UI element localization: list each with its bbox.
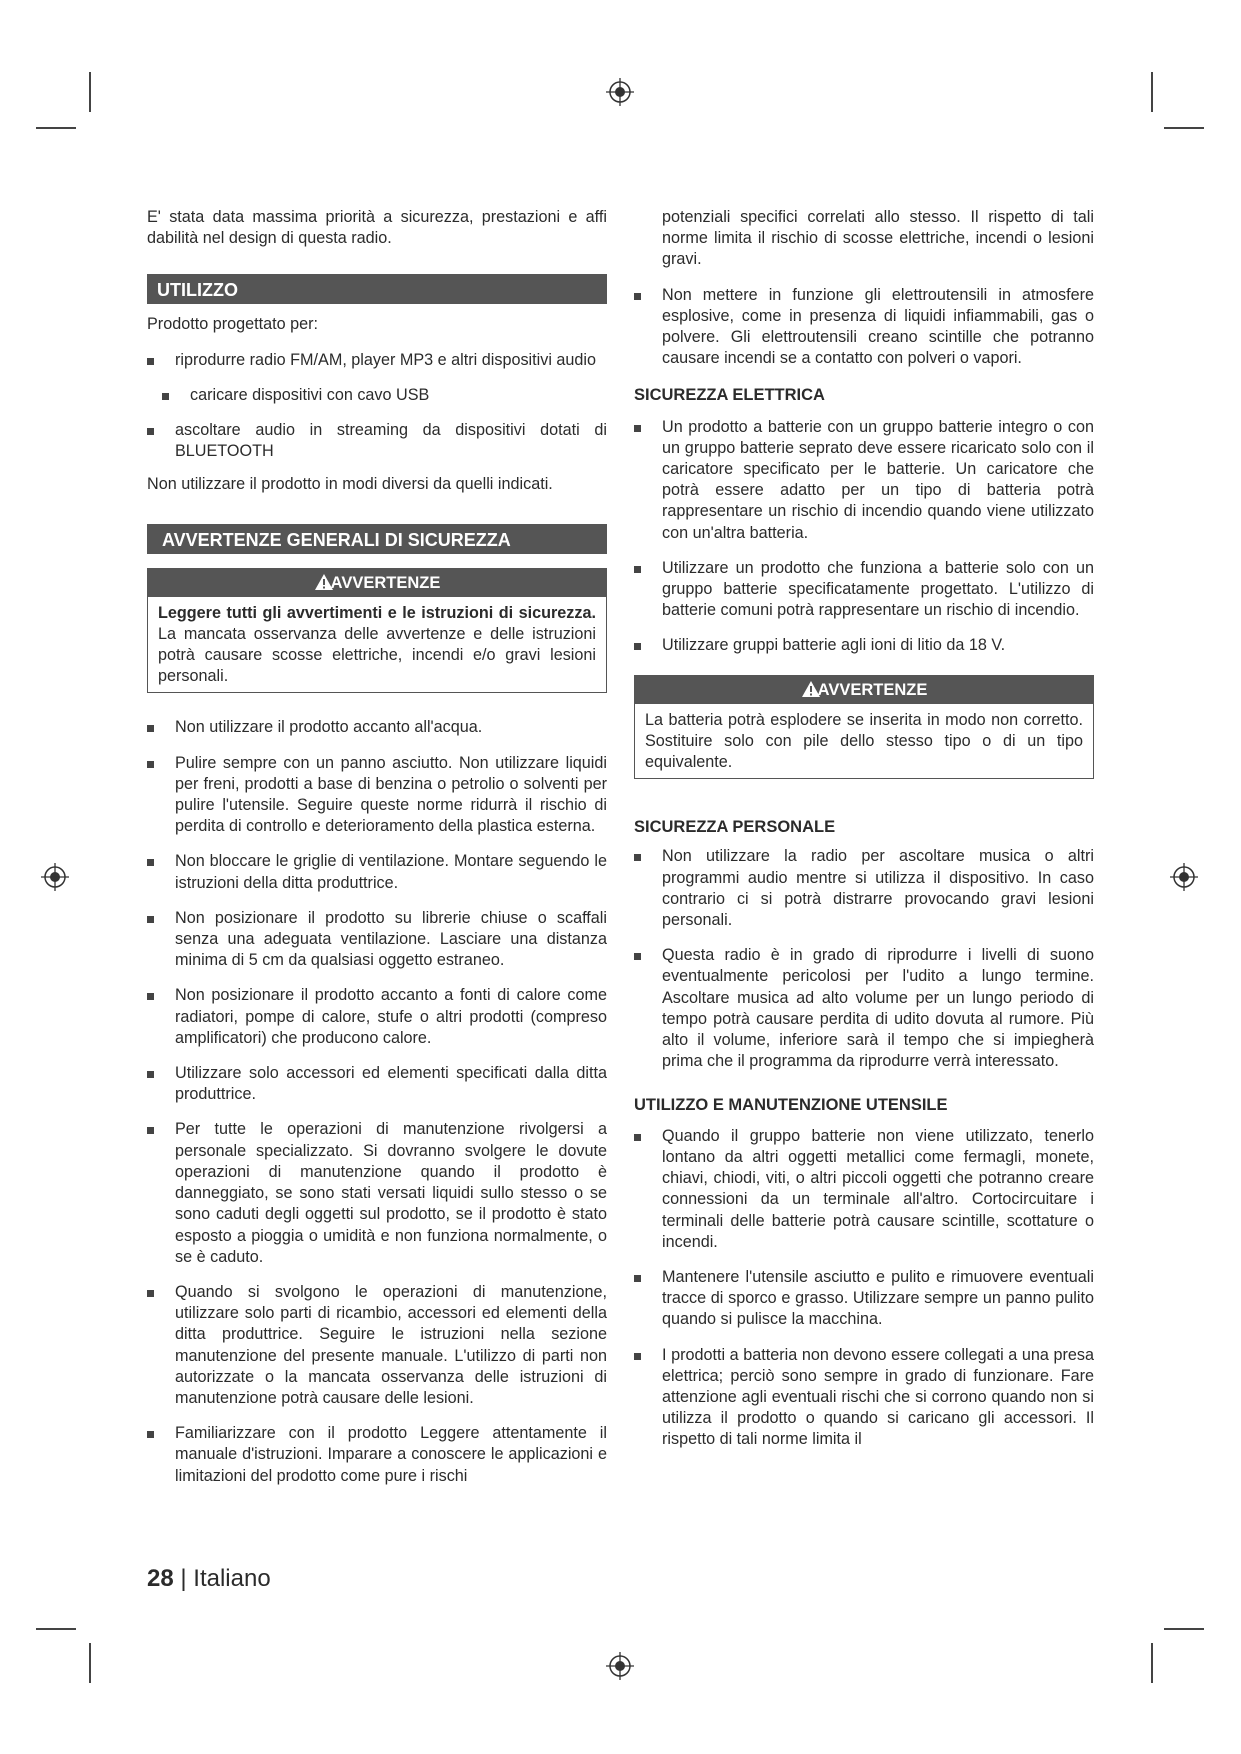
list-item: Non posizionare il prodotto accanto a fonti di calore come radiatori, pompe di calore, stufe o altri prodotti (compreso amplificatori) che producono calore. xyxy=(147,985,607,1049)
list-item: Utilizzare un prodotto che funziona a batterie solo con un gruppo batterie specificatamente progettato. L'utilizzo di batterie comuni potrà rappresentare un rischio di incendio. xyxy=(634,558,1094,622)
electrical-safety-list xyxy=(634,417,1094,657)
list-item: ascoltare audio in streaming da dispositivi dotati di BLUETOOTH xyxy=(147,420,607,462)
list-item: Quando il gruppo batterie non viene utilizzato, tenerlo lontano da altri oggetti metallici come fermagli, monete, chiavi, chiodi, viti, o altri piccoli oggetti che potranno creare connessioni da un terminale all'altro. Cortocircuitare i terminali delle batterie potrà causare scintille, scottature o incendi. xyxy=(634,1126,1094,1253)
list-item: riprodurre radio FM/AM, player MP3 e altri dispositivi audio xyxy=(147,350,607,371)
crop-mark xyxy=(89,72,91,112)
list-item: Pulire sempre con un panno asciutto. Non utilizzare liquidi per freni, prodotti a base di benzina o petrolio o solventi per pulire l'utensile. Seguire queste norme ridurrà il rischio di perdita di controllo e deterioramento della plastica esterna. xyxy=(147,753,607,838)
warning-header xyxy=(148,569,606,597)
list-item: Per tutte le operazioni di manutenzione rivolgersi a personale specializzato. Si dovranno svolgere le dovute operazioni di manutenzione quando il prodotto è danneggiato, se sono stati versati liquidi sullo stesso o se sono caduti degli oggetti sul prodotto, se il prodotto è stato esposto a pioggia o umidità e non funziona normalmente, o se è caduto. xyxy=(147,1119,607,1267)
warning-body: La batteria potrà esplodere se inserita in modo non corretto. Sostituire solo con pile dello stesso tipo o di un tipo equivalente. xyxy=(645,710,1083,772)
warning-bold-text: Leggere tutti gli avvertimenti e le istruzioni di sicurezza. xyxy=(158,603,596,622)
list-item: Utilizzare gruppi batterie agli ioni di litio da 18 V. xyxy=(634,635,1094,656)
list-item: Non utilizzare la radio per ascoltare musica o altri programmi audio mentre si utilizza il dispositivo. In caso contrario ci si potrà distrarre provocando gravi lesioni personali. xyxy=(634,846,1094,931)
utilizzo-lead: Prodotto progettato per: xyxy=(147,315,318,334)
list-item: Non bloccare le griglie di ventilazione. Montare seguendo le istruzioni della ditta produttrice. xyxy=(147,851,607,893)
list-item: Un prodotto a batterie con un gruppo batterie integro o con un gruppo batterie seprato deve essere ricaricato solo con il caricatore specificato per le batterie. Un caricatore che potrà essere adatto per un tipo di batteria potrà rappresentare un rischio di incendio quando viene utilizzato con un'altra batteria. xyxy=(634,417,1094,544)
registration-mark-icon xyxy=(605,77,635,107)
registration-mark-icon xyxy=(1169,862,1199,892)
subheading-electrical-safety: SICUREZZA ELETTRICA xyxy=(634,386,825,405)
registration-mark-icon xyxy=(40,862,70,892)
subheading-personal-safety: SICUREZZA PERSONALE xyxy=(634,818,836,837)
top-list xyxy=(634,285,1094,370)
right-column xyxy=(634,207,1094,1451)
list-item: Non utilizzare il prodotto accanto all'acqua. xyxy=(147,717,607,738)
subheading-maintenance: UTILIZZO E MANUTENZIONE UTENSILE xyxy=(634,1095,948,1114)
footer-separator: | xyxy=(180,1565,187,1592)
warning-header xyxy=(635,676,1093,704)
footer-language: Italiano xyxy=(193,1565,271,1592)
page-footer xyxy=(147,1565,271,1593)
warning-title: AVVERTENZE xyxy=(330,573,441,592)
list-item: Mantenere l'utensile asciutto e pulito e rimuovere eventuali tracce di sporco e grasso. Utilizzare sempre un panno pulito quando si pulisce la macchina. xyxy=(634,1267,1094,1331)
crop-mark xyxy=(36,127,76,129)
crop-mark xyxy=(1151,72,1153,112)
crop-mark xyxy=(1164,1628,1204,1630)
warning-title: AVVERTENZE xyxy=(817,680,928,699)
registration-mark-icon xyxy=(605,1651,635,1681)
crop-mark xyxy=(1164,127,1204,129)
left-column xyxy=(147,207,607,1487)
warning-text: La mancata osservanza delle avvertenze e delle istruzioni potrà causare scosse elettriche, incendi e/o gravi lesioni personali. xyxy=(158,624,596,686)
general-safety-list xyxy=(147,717,607,1486)
section-heading-general-safety: AVVERTENZE GENERALI DI SICUREZZA xyxy=(147,524,607,554)
crop-mark xyxy=(36,1628,76,1630)
list-item: Non mettere in funzione gli elettroutensili in atmosfere esplosive, come in presenza di liquidi infiammabili, gas o polvere. Gli elettroutensili creano scintille che potranno causare incendi se a contatto con polveri o vapori. xyxy=(634,285,1094,370)
maintenance-list xyxy=(634,1126,1094,1451)
list-item: caricare dispositivi con cavo USB xyxy=(147,385,607,406)
list-item: Utilizzare solo accessori ed elementi specificati dalla ditta produttrice. xyxy=(147,1063,607,1105)
crop-mark xyxy=(89,1643,91,1683)
list-item: Familiarizzare con il prodotto Leggere attentamente il manuale d'istruzioni. Imparare a conoscere le applicazioni e limitazioni del prodotto come pure i rischi xyxy=(147,1423,607,1487)
list-item: I prodotti a batteria non devono essere collegati a una presa elettrica; perciò sono sempre in grado di funzionare. Fare attenzione agli eventuali rischi che si corrono quando non si utilizza il prodotto o quando si caricano gli accessori. Il rispetto di tali norme limita il xyxy=(634,1345,1094,1451)
list-item: Questa radio è in grado di riprodurre i livelli di suono eventualmente pericolosi per l'udito a lungo termine. Ascoltare musica ad alto volume per un lungo periodo di tempo potrà causare perdita di udito dovuta al rumore. Più alto il volume, inferiore sarà il tempo che si impiegherà prima che il programma da riprodurre verrà interessato. xyxy=(634,945,1094,1072)
list-item: Non posizionare il prodotto su librerie chiuse o scaffali senza una adeguata ventilazione. Lasciare una distanza minima di 5 cm da qualsiasi oggetto estraneo. xyxy=(147,908,607,972)
intro-paragraph: E' stata data massima priorità a sicurezza, prestazioni e affi dabilità nel design di questa radio. xyxy=(147,208,607,248)
personal-safety-list xyxy=(634,846,1094,1072)
continued-paragraph: potenziali specifici correlati allo stesso. Il rispetto di tali norme limita il rischio di scosse elettriche, incendi o lesioni gravi. xyxy=(662,208,1094,269)
battery-warning-box xyxy=(634,675,1094,780)
warning-box xyxy=(147,568,607,694)
utilizzo-note: Non utilizzare il prodotto in modi diversi da quelli indicati. xyxy=(147,475,553,494)
warning-body xyxy=(148,597,606,693)
list-item: Quando si svolgono le operazioni di manutenzione, utilizzare solo parti di ricambio, accessori ed elementi della ditta produttrice. Seguire le istruzioni nella sezione manutenzione del presente manuale. L'utilizzo di parti non autorizzate o la mancata osservanza delle istruzioni di manutenzione potrà causare delle lesioni. xyxy=(147,1282,607,1409)
crop-mark xyxy=(1151,1643,1153,1683)
page-number: 28 xyxy=(147,1565,174,1592)
utilizzo-list xyxy=(147,350,607,463)
section-heading-utilizzo: UTILIZZO xyxy=(147,274,607,304)
